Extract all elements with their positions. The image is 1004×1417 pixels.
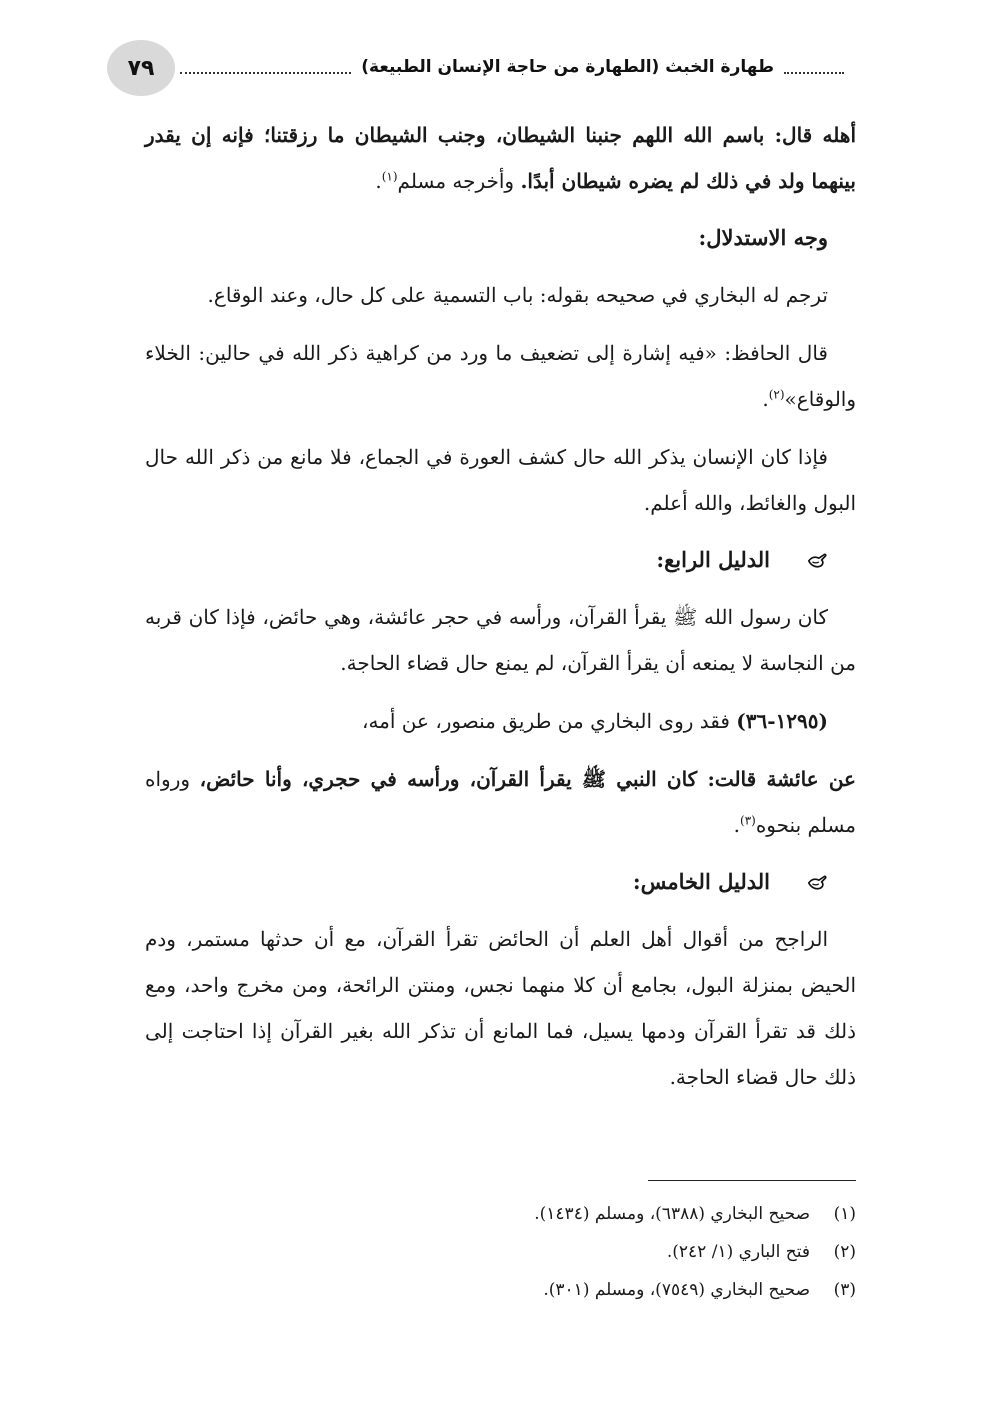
hadith-chain-text: فقد روى البخاري من طريق منصور، عن أمه، bbox=[362, 709, 737, 733]
footnote-3 bbox=[145, 1271, 856, 1309]
takhrij-text: وأخرجه مسلم bbox=[397, 169, 521, 193]
aisha-hadith-text: عن عائشة قالت: كان النبي ﷺ يقرأ القرآن، ورأسه في حجري، وأنا حائض، bbox=[199, 767, 856, 791]
hafiz-quote-text: قال الحافظ: «فيه إشارة إلى تضعيف ما ورد من كراهية ذكر الله في حالين: الخلاء والوقاع» bbox=[145, 341, 856, 411]
hadith-text: أهله قال: باسم الله اللهم جنبنا الشيطان، وجنب الشيطان ما رزقتنا؛ فإنه إن يقدر بينهما ولد في ذلك لم يضره شيطان أبدًا. bbox=[145, 123, 856, 193]
footnotes bbox=[145, 1195, 856, 1309]
footnote-ref-2[interactable]: (٢) bbox=[768, 387, 785, 402]
heading-fourth-evidence bbox=[145, 538, 856, 582]
running-header bbox=[180, 50, 844, 84]
paragraph-tarjama: ترجم له البخاري في صحيحه بقوله: باب التسمية على كل حال، وعند الوقاع. bbox=[207, 283, 828, 307]
paragraph-aisha-hadith bbox=[145, 756, 856, 848]
footnote-text: صحيح البخاري (٧٥٤٩)، ومسلم (٣٠١). bbox=[543, 1280, 810, 1300]
hadith-number: (١٢٩٥-٣٦) bbox=[736, 709, 828, 733]
paragraph-hafiz-quote bbox=[145, 330, 856, 422]
header-title: طهارة الخبث (الطهارة من حاجة الإنسان الطبيعة) bbox=[361, 57, 774, 77]
sentence-end: . bbox=[733, 813, 740, 837]
paragraph-hadith-end bbox=[145, 112, 856, 204]
footnote-ref-3[interactable]: (٣) bbox=[740, 813, 756, 828]
footnote-ref-1[interactable]: (١) bbox=[381, 169, 398, 184]
header-leader-dots-left bbox=[180, 60, 351, 74]
page-number: ٧٩ bbox=[107, 40, 175, 96]
paragraph-conclusion-dhikr: فإذا كان الإنسان يذكر الله حال كشف العورة في الجماع، فلا مانع من ذكر الله حال البول والغائط، والله أعلم. bbox=[145, 445, 856, 515]
paragraph-hadith-chain bbox=[145, 698, 856, 744]
paragraph-fourth-evidence: كان رسول الله ﷺ يقرأ القرآن، ورأسه في حجر عائشة، وهي حائض، فإذا كان قربه من النجاسة لا يمنعه أن يقرأ القرآن، لم يمنع حال قضاء الحاجة. bbox=[145, 605, 856, 675]
footnote-number: (٢) bbox=[833, 1242, 856, 1262]
heading-wajh-istidlal: وجه الاستدلال: bbox=[698, 225, 828, 250]
sentence-end: . bbox=[762, 387, 769, 411]
pointing-hand-icon bbox=[806, 871, 828, 893]
main-content bbox=[145, 112, 856, 1112]
paragraph-fifth-evidence: الراجح من أقوال أهل العلم أن الحائض تقرأ القرآن، مع أن حدثها مستمر، ودم الحيض بمنزلة البول، بجامع أن كلا منهما نجس، ومنتن الرائحة، ومن مخرج واحد، ومع ذلك قد تقرأ القرآن ودمها يسيل، فما المانع أن تذكر الله بغير القرآن إذا احتاجت إلى ذلك حال قضاء الحاجة. bbox=[145, 927, 856, 1089]
sentence-end: . bbox=[375, 169, 382, 193]
heading-fifth-evidence-label: الدليل الخامس: bbox=[632, 869, 770, 894]
footnote-number: (٣) bbox=[833, 1280, 856, 1300]
footnote-text: فتح الباري (١/ ٢٤٢). bbox=[666, 1242, 810, 1262]
footnote-number: (١) bbox=[833, 1204, 856, 1224]
heading-fourth-evidence-label: الدليل الرابع: bbox=[656, 547, 770, 572]
heading-fifth-evidence bbox=[145, 860, 856, 904]
pointing-hand-icon bbox=[806, 549, 828, 571]
footnote-2 bbox=[145, 1233, 856, 1271]
footnote-1 bbox=[145, 1195, 856, 1233]
header-leader-dots-right bbox=[784, 60, 844, 74]
footnote-divider bbox=[648, 1180, 856, 1181]
footnote-text: صحيح البخاري (٦٣٨٨)، ومسلم (١٤٣٤). bbox=[534, 1204, 810, 1224]
muslim-riwaya-text: ورواه مسلم بنحوه bbox=[145, 767, 856, 837]
